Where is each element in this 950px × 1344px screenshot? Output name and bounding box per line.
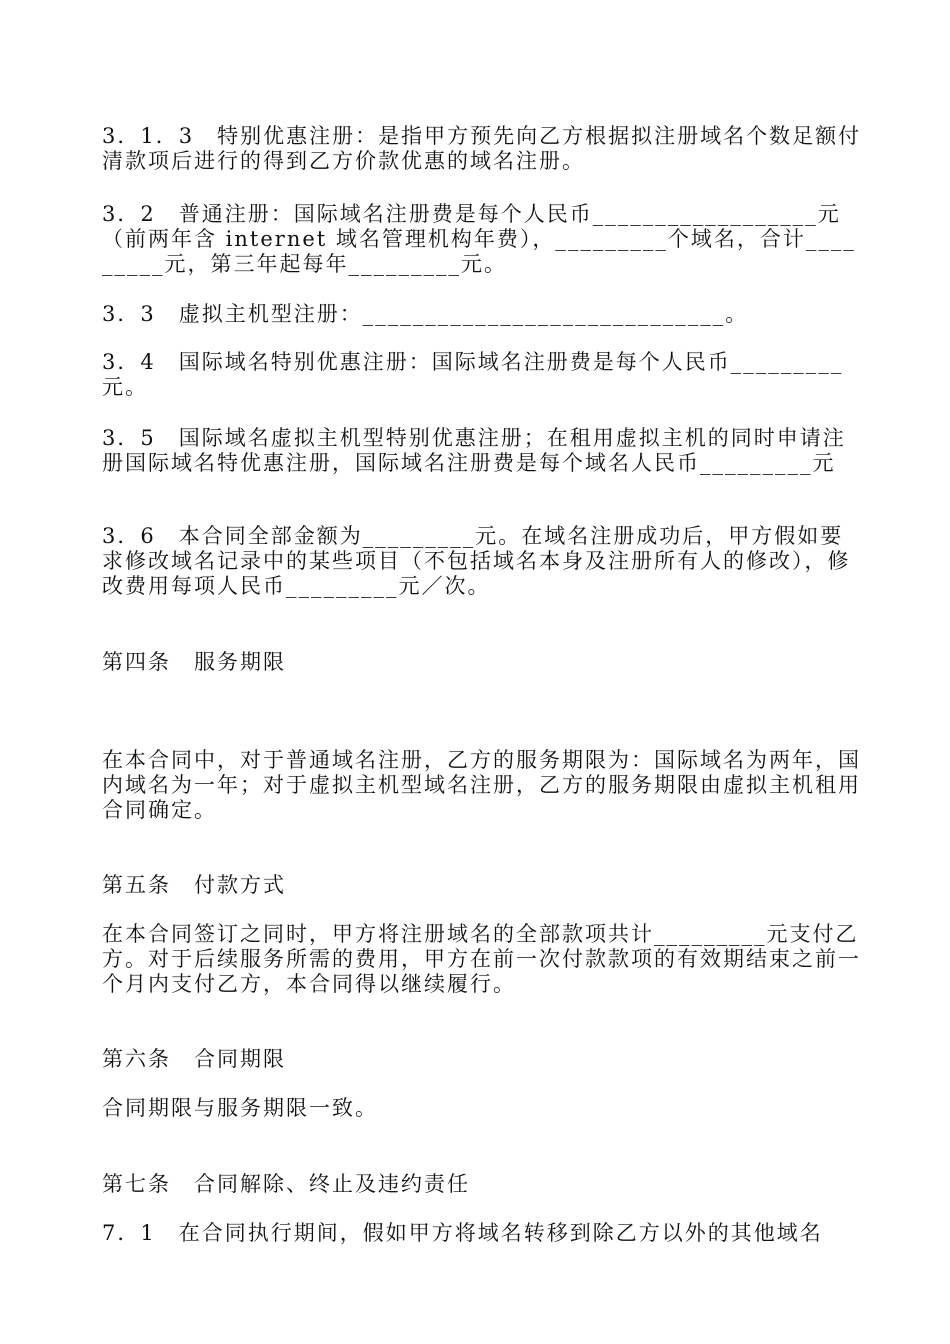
paragraph-5: 在本合同签订之同时，甲方将注册域名的全部款项共计_________元支付乙方。对于后续服务所需的费用，甲方在前一次付款款项的有效期结束之前一个月内支付乙方，本合同得以继续履行。: [102, 922, 861, 996]
paragraph-7-1: 7．1 在合同执行期间，假如甲方将域名转移到除乙方以外的其他域名: [102, 1221, 823, 1245]
section-heading-4: 第四条 服务期限: [102, 650, 286, 674]
section-heading-5: 第五条 付款方式: [102, 873, 286, 897]
paragraph-3-2: 3．2 普通注册：国际域名注册费是每个人民币__________________元（前两年含 internet 域名管理机构年费），_________个域名，合计_________元，第三年起每年_________元。: [102, 202, 856, 276]
section-heading-6: 第六条 合同期限: [102, 1047, 286, 1071]
paragraph-3-3: 3．3 虚拟主机型注册：_____________________________。: [102, 302, 749, 326]
paragraph-3-1-3: 3．1．3 特别优惠注册：是指甲方预先向乙方根据拟注册域名个数足额付清款项后进行的得到乙方价款优惠的域名注册。: [102, 124, 862, 173]
paragraph-3-6: 3．6 本合同全部金额为_________元。在域名注册成功后，甲方假如要求修改域名记录中的某些项目（不包括域名本身及注册所有人的修改），修改费用每项人民币_________元／次。: [102, 524, 851, 598]
section-heading-7: 第七条 合同解除、终止及违约责任: [102, 1172, 470, 1196]
paragraph-6: 合同期限与服务期限一致。: [102, 1096, 378, 1120]
paragraph-3-5: 3．5 国际域名虚拟主机型特别优惠注册；在租用虚拟主机的同时申请注册国际域名特优惠注册，国际域名注册费是每个域名人民币_________元: [102, 426, 846, 475]
paragraph-4: 在本合同中，对于普通域名注册，乙方的服务期限为：国际域名为两年，国内域名为一年；对于虚拟主机型域名注册，乙方的服务期限由虚拟主机租用合同确定。: [102, 748, 861, 822]
paragraph-3-4: 3．4 国际域名特别优惠注册：国际域名注册费是每个人民币_________元。: [102, 350, 844, 399]
